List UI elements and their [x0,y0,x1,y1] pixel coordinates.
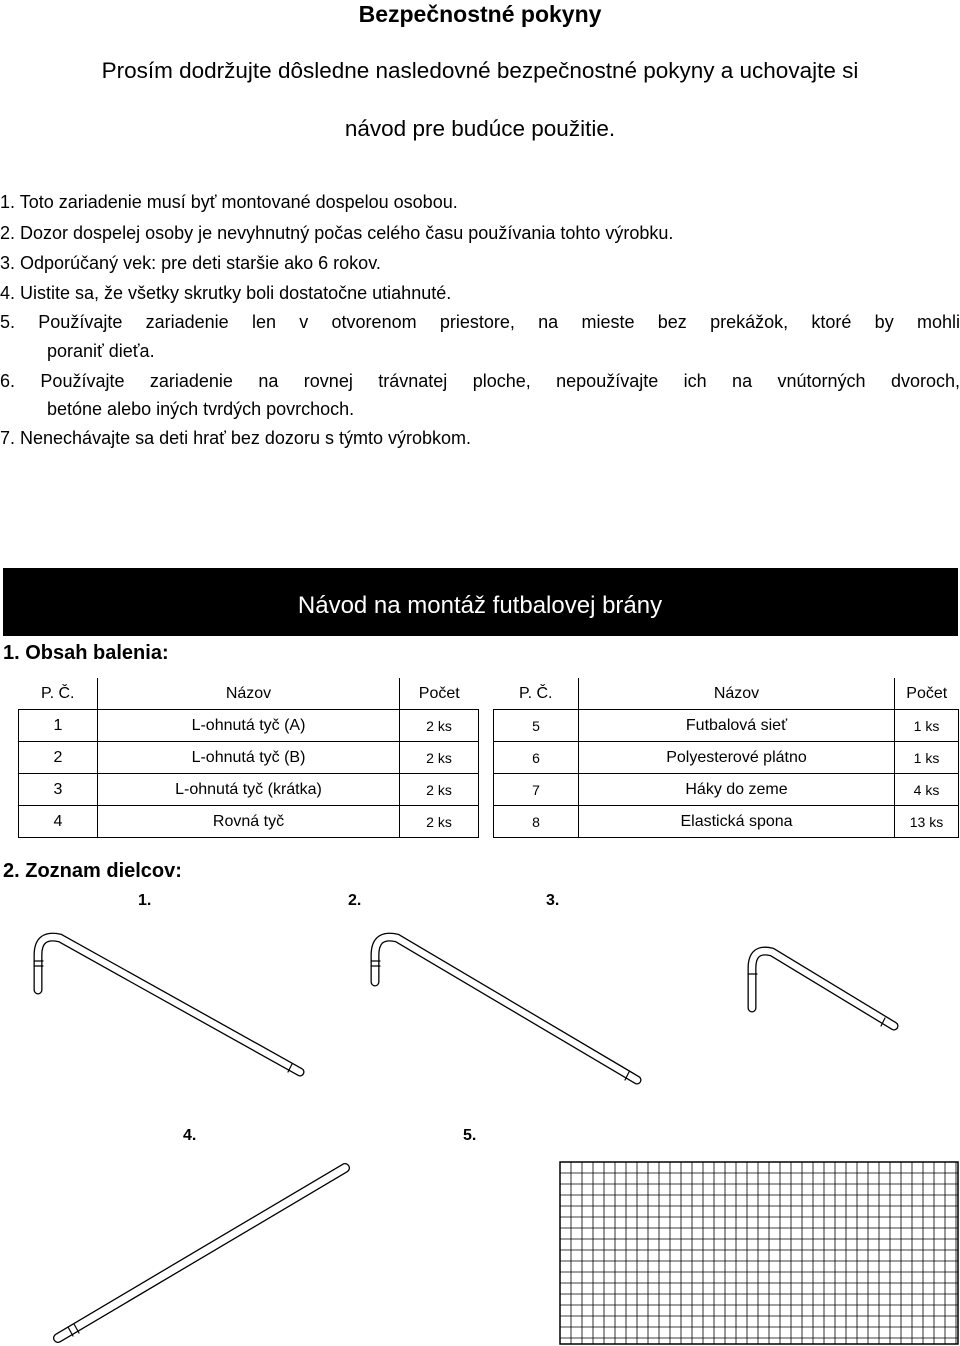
safety-rule-6-line-1: 6. Používajte zariadenie na rovnej trávnatej ploche, nepoužívajte ich na vnútorných dvoroch, [0,371,960,391]
safety-rule-3: 3. Odporúčaný vek: pre deti staršie ako 6 rokov. [0,253,381,273]
safety-rule-1: 1. Toto zariadenie musí byť montované dospelou osobou. [0,192,458,212]
part-name: Háky do zeme [579,774,895,806]
part-name: Rovná tyč [98,806,400,838]
l-bent-rod-short-drawing [748,951,894,1026]
safety-rule-5-line-2: poraniť dieťa. [47,341,155,361]
part-no: 8 [494,806,579,838]
part-count: 13 ks [895,806,959,838]
part-no: 5 [494,710,579,742]
page-title: Bezpečnostné pokyny [358,1,602,27]
part-count: 2 ks [400,742,479,774]
l-bent-rod-b-drawing [371,937,637,1080]
football-net-drawing [560,1162,958,1344]
part-no: 7 [494,774,579,806]
intro-line-2: návod pre budúce použitie. [344,116,616,141]
straight-rod-drawing [58,1168,345,1338]
col-header-no: P. Č. [494,678,579,710]
safety-rule-5-line-1: 5. Používajte zariadenie len v otvorenom priestore, na mieste bez prekážok, ktoré by mohli [0,312,960,332]
safety-rule-4: 4. Uistite sa, že všetky skrutky boli dostatočne utiahnuté. [0,283,452,303]
part-name: Elastická spona [579,806,895,838]
col-header-count: Počet [418,684,460,702]
part-no: 3 [19,774,98,806]
diagram-label-3: 3. [546,892,560,909]
col-header-no: P. Č. [19,678,98,710]
safety-rule-7: 7. Nenechávajte sa deti hrať bez dozoru s týmto výrobkom. [0,428,471,448]
safety-rule-6-line-2: betóne alebo iných tvrdých povrchoch. [47,399,355,419]
part-count: 2 ks [400,774,479,806]
parts-list-heading: 2. Zoznam dielcov: [3,860,182,882]
part-no: 4 [19,806,98,838]
safety-rule-2: 2. Dozor dospelej osoby je nevyhnutný počas celého času používania tohto výrobku. [0,223,674,243]
part-count: 1 ks [895,710,959,742]
part-no: 1 [19,710,98,742]
part-name: Polyesterové plátno [579,742,895,774]
part-count: 2 ks [400,806,479,838]
diagram-label-4: 4. [183,1127,197,1144]
diagram-label-2: 2. [348,892,362,909]
part-count: 4 ks [895,774,959,806]
diagram-label-1: 1. [138,892,152,909]
l-bent-rod-a-drawing [34,937,300,1072]
part-name: L-ohnutá tyč (krátka) [98,774,400,806]
part-no: 6 [494,742,579,774]
part-name: L-ohnutá tyč (A) [98,710,400,742]
col-header-name: Názov [98,678,400,710]
assembly-banner-title: Návod na montáž futbalovej brány [297,592,663,619]
part-name: Futbalová sieť [579,710,895,742]
col-header-count: Počet [906,684,948,702]
diagram-label-5: 5. [463,1127,477,1144]
package-contents-heading: 1. Obsah balenia: [3,642,169,664]
col-header-name: Názov [579,678,895,710]
part-no: 2 [19,742,98,774]
part-count: 2 ks [400,710,479,742]
intro-line-1: Prosím dodržujte dôsledne nasledovné bezpečnostné pokyny a uchovajte si [101,58,859,83]
part-name: L-ohnutá tyč (B) [98,742,400,774]
part-count: 1 ks [895,742,959,774]
